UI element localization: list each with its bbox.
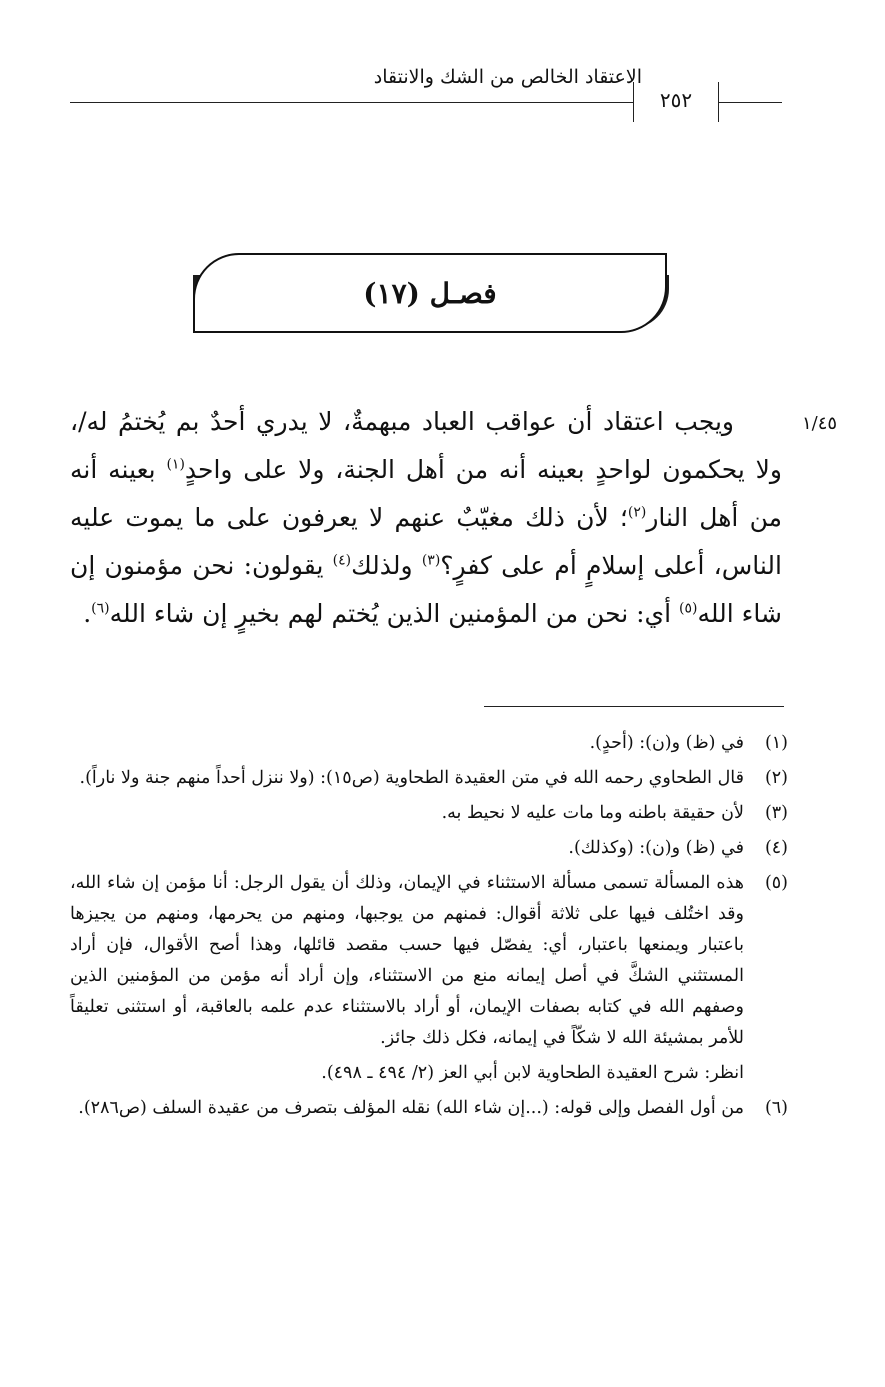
footnote-item — [70, 833, 788, 864]
main-text-run: يقولون: نحن مؤمنون إن شاء الله — [70, 551, 782, 628]
header-divider — [633, 82, 634, 122]
section-title: فصـل (١٧) — [363, 277, 497, 310]
main-text-run: ويجب اعتقاد أن عواقب العباد مبهمةٌ، لا يدري أحدٌ بم يُختمُ له/، ولا يحكمون لواحدٍ بعينه أنه من أهل الجنة، ولا على واحدٍ — [70, 407, 782, 484]
footnote-text: في (ظ) و(ن): (وكذلك). — [568, 838, 744, 858]
main-text-run: ؛ لأن ذلك مغيّبٌ عنهم لا يعرفون على ما يموت عليه الناس، أعلى إسلامٍ أم على كفرٍ؟ — [70, 503, 782, 580]
header-rule-short — [718, 102, 782, 103]
footnote-marker: (٣) — [421, 552, 441, 569]
header-rule — [70, 102, 633, 103]
footnote-text: لأن حقيقة باطنه وما مات عليه لا نحيط به. — [441, 803, 744, 823]
footnote-text: في (ظ) و(ن): (أحدٍ). — [589, 733, 744, 753]
footnote-marker: (٥) — [679, 600, 698, 617]
page-number: ٢٥٢ — [659, 88, 693, 112]
footnote-separator — [484, 706, 784, 707]
main-text-run: أي: نحن من المؤمنين الذين يُختم لهم بخيرٍ إن شاء الله — [109, 599, 680, 628]
footnote-marker: (٢) — [627, 504, 647, 521]
footnote-marker: (١) — [166, 456, 185, 473]
footnote-number: (١) — [764, 733, 788, 753]
footnote-marker: (٤) — [332, 552, 352, 569]
footnote-text: قال الطحاوي رحمه الله في متن العقيدة الطحاوية (ص١٥): (ولا ننزل أحداً منهم جنة ولا ناراً). — [79, 768, 744, 788]
footnote-number: (٥) — [764, 873, 788, 893]
footnote-item — [70, 1093, 788, 1124]
footnote-text: هذه المسألة تسمى مسألة الاستثناء في الإيمان، وذلك أن يقول الرجل: أنا مؤمن إن شاء الله، وقد اختُلف فيها على ثلاثة أقوال: فمنهم من يوجبها، ومنهم من يحرمها، ومنهم من يجيزها باعتبار ويمنعها باعتبار، أي: يفصّل فيها حسب مقصد قائلها، وهذا أصح الأقوال، فإن أراد المستثني الشكَّ في أصل إيمانه منع من الاستثناء، وإن أراد أنه مؤمن من المؤمنين الذين وصفهم الله في كتابه بصفات الإيمان، أو أراد بالاستثناء عدم علمه بالعاقبة، أو استثنى تعليقاً للأمر بمشيئة الله لا شكّاً في إيمانه، فكل ذلك جائز. — [70, 873, 745, 1048]
main-paragraph — [70, 398, 782, 638]
footnote-text: من أول الفصل وإلى قوله: (...إن شاء الله) نقله المؤلف بتصرف من عقيدة السلف (ص٢٨٦). — [78, 1098, 744, 1118]
main-text-run: . — [83, 599, 92, 628]
footnote-item — [70, 868, 788, 1054]
footnotes — [70, 728, 788, 1128]
header-divider — [718, 82, 719, 122]
footnote-reference: انظر: شرح العقيدة الطحاوية لابن أبي العز (٢/ ٤٩٤ ـ ٤٩٨). — [321, 1063, 744, 1083]
main-text-run: ولذلك — [351, 551, 422, 580]
running-header — [70, 60, 782, 124]
main-text-run: بعينه أنه من أهل النار — [70, 455, 782, 532]
footnote-item — [70, 728, 788, 759]
footnote-marker: (٦) — [91, 600, 110, 617]
footnote-item — [70, 798, 788, 829]
footnote-number: (٦) — [764, 1098, 788, 1118]
footnote-item — [70, 763, 788, 794]
running-header-title: الاعتقاد الخالص من الشك والانتقاد — [373, 66, 642, 88]
section-heading-frame — [193, 253, 667, 333]
footnote-number: (٣) — [764, 803, 788, 823]
footnote-number: (٤) — [764, 838, 788, 858]
footnote-number: (٢) — [764, 768, 788, 788]
manuscript-folio-ref: ١/٤٥ — [802, 413, 838, 434]
